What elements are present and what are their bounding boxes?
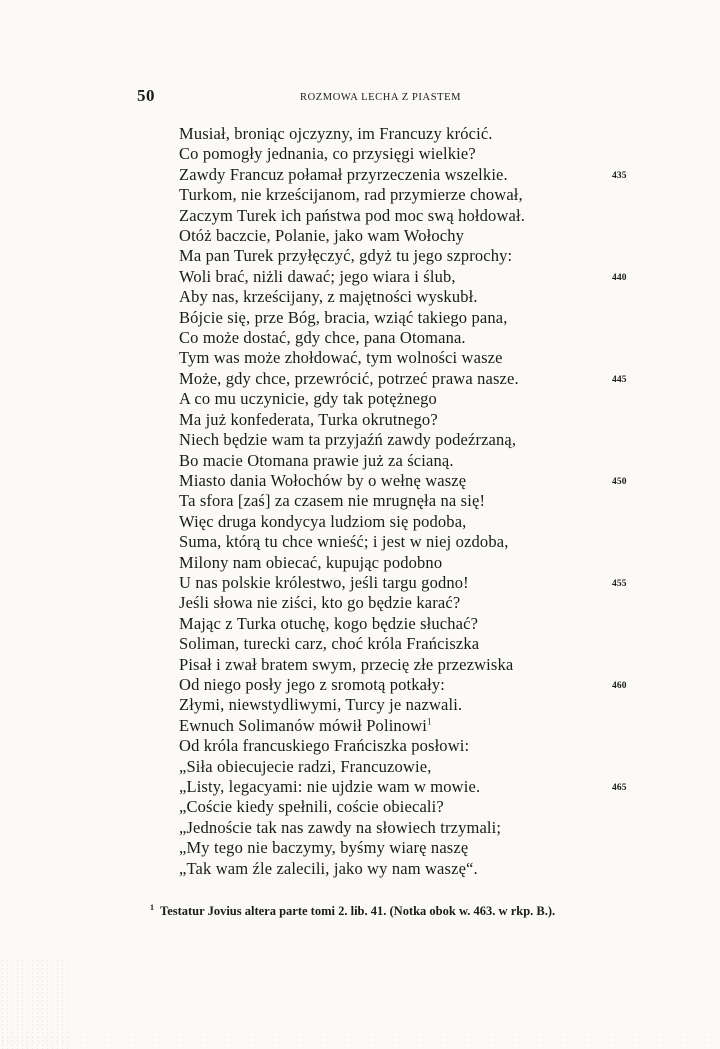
verse-line <box>179 430 619 450</box>
line-number: 440 <box>612 272 627 283</box>
verse-line <box>179 206 619 226</box>
verse-line <box>179 572 627 593</box>
page-number: 50 <box>137 86 155 105</box>
verse-text: Aby nas, krześcijany, z majętności wyskubł. <box>179 287 478 307</box>
verse-text: Co pomogły jednania, co przysięgi wielkie? <box>179 144 476 164</box>
verse-line <box>179 777 627 797</box>
running-title: ROZMOWA LECHA Z PIASTEM <box>300 92 462 103</box>
line-number: 450 <box>612 476 627 487</box>
verse-text: Jeśli słowa nie ziści, kto go będzie karać? <box>179 593 461 613</box>
verse-line <box>179 451 619 471</box>
verse-line <box>179 614 619 634</box>
verse-line <box>179 246 619 266</box>
verse-line <box>179 736 619 756</box>
verse-text: Suma, którą tu chce wnieść; i jest w niej ozdoba, <box>179 532 509 552</box>
verse-text: A co mu uczynicie, gdy tak potężnego <box>179 389 437 409</box>
verse-text: „Listy, legacyami: nie ujdzie wam w mowie. <box>179 777 481 796</box>
verse-line <box>179 838 619 858</box>
line-number: 455 <box>612 578 627 589</box>
scan-noise-bottom <box>0 1035 720 1045</box>
verse-line <box>179 226 619 246</box>
footnote <box>150 904 555 919</box>
verse-line <box>179 757 619 777</box>
verse-line <box>179 674 627 695</box>
verse-line <box>179 512 619 532</box>
verse-line <box>179 716 619 736</box>
verse-text: „Tak wam źle zalecili, jako wy nam waszę“. <box>179 858 478 878</box>
footnote-marker: 1 <box>150 902 154 912</box>
verse-line <box>179 553 619 573</box>
verse-text: Tym was może zhołdować, tym wolności wasze <box>179 348 503 368</box>
verse-text: Zawdy Francuz połamał przyrzeczenia wszelkie. <box>179 164 508 184</box>
footnote-reference: 1 <box>427 716 432 727</box>
verse-text: Złymi, niewstydliwymi, Turcy je nazwali. <box>179 695 463 715</box>
verse-text: „Jednoście tak nas zawdy na słowiech trzymali; <box>179 817 502 837</box>
verse-line <box>179 695 619 715</box>
verse-line <box>179 368 627 389</box>
verse-line <box>179 287 619 307</box>
verse-text: Turkom, nie krześcijanom, rad przymierze chował, <box>179 185 523 205</box>
verse-text: Bójcie się, prze Bóg, bracia, wziąć takiego pana, <box>179 307 508 327</box>
verse-line <box>179 634 619 654</box>
verse-line <box>179 185 619 205</box>
verse-line <box>179 124 619 144</box>
verse-line <box>179 328 619 348</box>
verse-text: Ma pan Turek przyłęczyć, gdyż tu jego szprochy: <box>179 246 513 266</box>
verse-text: Zaczym Turek ich państwa pod moc swą hołdował. <box>179 205 526 225</box>
verse-line <box>179 470 627 491</box>
verse-text: Może, gdy chce, przewrócić, potrzeć prawa nasze. <box>179 368 519 388</box>
verse-line <box>179 144 619 164</box>
line-number: 445 <box>612 374 627 385</box>
verse-text: Milony nam obiecać, kupując podobno <box>179 552 443 572</box>
footnote-text: Testatur Jovius altera parte tomi 2. lib. 41. (Notka obok w. 463. w rkp. B.). <box>160 904 556 918</box>
verse-text: Od króla francuskiego Frańciszka posłowi: <box>179 736 470 756</box>
verse-text: Soliman, turecki carz, choć króla Frańciszka <box>179 634 480 654</box>
verse-line <box>179 348 619 368</box>
verse-text: Bo macie Otomana prawie już za ścianą. <box>179 450 454 470</box>
verse-text: Mając z Turka otuchę, kogo będzie słuchać? <box>179 613 479 633</box>
verse-text: Woli brać, niżli dawać; jego wiara i ślub, <box>179 266 456 286</box>
verse-line <box>179 859 619 879</box>
line-number: 465 <box>612 783 627 793</box>
poem-text <box>179 124 627 879</box>
verse-line <box>179 389 619 409</box>
verse-text: Miasto dania Wołochów by o wełnę waszę <box>179 470 467 490</box>
verse-line <box>179 818 619 838</box>
verse-line <box>179 410 619 430</box>
verse-text: „Coście kiedy spełnili, coście obiecali? <box>179 797 444 817</box>
verse-text: Od niego posły jego z sromotą potkały: <box>179 674 445 694</box>
verse-text: „My tego nie baczymy, byśmy wiarę naszę <box>179 838 469 858</box>
verse-line <box>179 491 619 511</box>
line-number: 460 <box>612 680 627 691</box>
verse-line <box>179 593 619 613</box>
verse-line <box>179 266 627 287</box>
verse-line <box>179 308 619 328</box>
verse-text: „Siła obiecujecie radzi, Francuzowie, <box>179 756 432 776</box>
verse-line <box>179 532 619 552</box>
line-number: 435 <box>612 170 627 181</box>
verse-text: Pisał i zwał bratem swym, przecię złe przezwiska <box>179 654 514 674</box>
verse-text: Niech będzie wam ta przyjaźń zawdy podeźrzaną, <box>179 430 517 450</box>
verse-text: Co może dostać, gdy chce, pana Otomana. <box>179 328 466 348</box>
verse-text: Ewnuch Solimanów mówił Polinowi <box>179 715 428 735</box>
verse-text: Więc druga kondycya ludziom się podoba, <box>179 511 467 531</box>
verse-text: Ta sfora [zaś] za czasem nie mrugnęła na się! <box>179 491 486 511</box>
verse-line <box>179 655 619 675</box>
verse-line <box>179 164 627 185</box>
verse-text: U nas polskie królestwo, jeśli targu godno! <box>179 572 469 592</box>
verse-text: Musiał, broniąc ojczyzny, im Francuzy krócić. <box>179 124 493 143</box>
verse-text: Ma już konfederata, Turka okrutnego? <box>179 409 438 429</box>
verse-text: Otóż baczcie, Polanie, jako wam Wołochy <box>179 226 465 246</box>
verse-line <box>179 797 619 817</box>
